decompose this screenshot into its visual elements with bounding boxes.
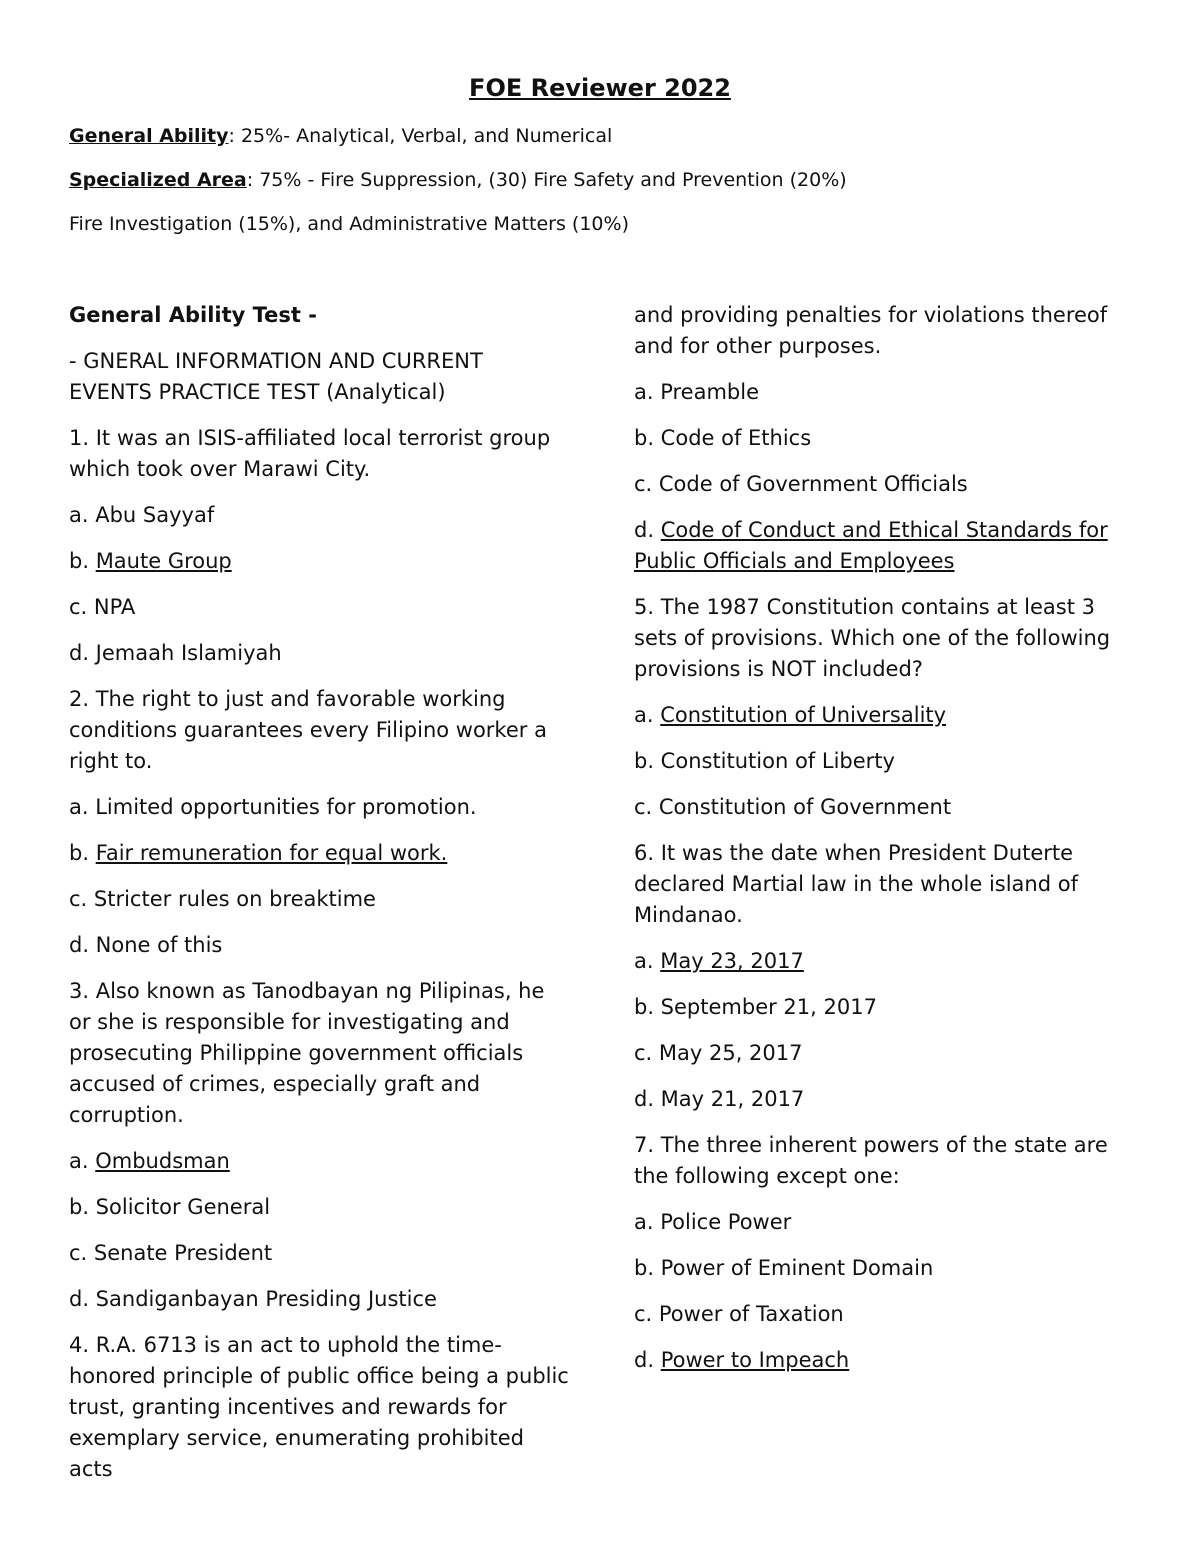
q7-answer: Power to Impeach [660,1348,850,1372]
q6-option-a [634,946,1134,977]
question-2-stem: right to. [69,749,153,773]
question-4-stem-continued: and for other purposes. [634,334,882,358]
question-6-stem: 6. It was the date when President Duterte [634,841,1074,865]
option-prefix: b. [69,549,96,573]
q3-option-a [69,1146,569,1177]
q4-option-d-continued [634,546,1134,577]
q1-option-b [69,546,569,577]
header-line-3: Fire Investigation (15%), and Administrative Matters (10%) [69,213,629,235]
q5-option-b: b. Constitution of Liberty [634,749,895,773]
question-4-stem: exemplary service, enumerating prohibited acts [69,1426,524,1481]
q4-option-a: a. Preamble [634,380,760,404]
question-5-stem: provisions is NOT included? [634,657,923,681]
q4-option-c: c. Code of Government Officials [634,472,968,496]
page-title: FOE Reviewer 2022 [469,74,731,102]
question-1-stem: 1. It was an ISIS-affiliated local terrorist group [69,426,551,450]
question-3-stem: or she is responsible for investigating and [69,1010,510,1034]
general-ability-label: General Ability [69,125,229,147]
question-3-stem: corruption. [69,1103,184,1127]
q1-option-a: a. Abu Sayyaf [69,503,215,527]
question-3-stem: 3. Also known as Tanodbayan ng Pilipinas, he [69,979,545,1003]
section-subtitle-line: - GNERAL INFORMATION AND CURRENT [69,349,483,373]
q2-answer: Fair remuneration for equal work. [95,841,448,865]
section-subtitle-line: EVENTS PRACTICE TEST (Analytical) [69,380,446,404]
question-4-stem: honored principle of public office being a public [69,1364,569,1388]
right-column [634,300,1134,1391]
question-2-stem: conditions guarantees every Filipino worker a [69,718,547,742]
q5-option-c: c. Constitution of Government [634,795,952,819]
left-column [69,300,569,1485]
option-prefix: b. [69,841,96,865]
question-7-stem: the following except one: [634,1164,900,1188]
q3-option-b: b. Solicitor General [69,1195,271,1219]
option-prefix: d. [634,1348,661,1372]
q1-option-d: d. Jemaah Islamiyah [69,641,282,665]
question-1-stem: which took over Marawi City. [69,457,371,481]
q4-answer: Public Officials and Employees [634,549,955,573]
general-ability-line [69,124,612,148]
q7-option-d [634,1345,1134,1376]
q1-answer: Maute Group [95,549,232,573]
option-prefix: d. [634,518,661,542]
section-title: General Ability Test - [69,303,317,327]
q7-option-b: b. Power of Eminent Domain [634,1256,934,1280]
question-4-stem: trust, granting incentives and rewards for [69,1395,507,1419]
q3-answer: Ombudsman [95,1149,230,1173]
q6-option-c: c. May 25, 2017 [634,1041,803,1065]
q4-option-d [634,515,1134,546]
question-6-stem: declared Martial law in the whole island of [634,872,1078,896]
q6-option-b: b. September 21, 2017 [634,995,877,1019]
q5-option-a [634,700,1134,731]
general-ability-text: : 25%- Analytical, Verbal, and Numerical [228,125,613,147]
option-prefix: a. [69,1149,96,1173]
q6-answer: May 23, 2017 [660,949,804,973]
q1-option-c: c. NPA [69,595,136,619]
specialized-area-label: Specialized Area [69,169,247,191]
q6-option-d: d. May 21, 2017 [634,1087,805,1111]
question-7-stem: 7. The three inherent powers of the state are [634,1133,1108,1157]
specialized-area-text: : 75% - Fire Suppression, (30) Fire Safety and Prevention (20%) [246,169,847,191]
question-6-stem: Mindanao. [634,903,743,927]
question-4-stem: 4. R.A. 6713 is an act to uphold the time- [69,1333,502,1357]
q2-option-c: c. Stricter rules on breaktime [69,887,376,911]
q4-option-b: b. Code of Ethics [634,426,812,450]
question-3-stem: prosecuting Philippine government officials [69,1041,524,1065]
q2-option-b [69,838,569,869]
q2-option-a: a. Limited opportunities for promotion. [69,795,477,819]
question-5-stem: 5. The 1987 Constitution contains at least 3 [634,595,1096,619]
option-prefix: a. [634,949,661,973]
question-4-stem-continued: and providing penalties for violations thereof [634,303,1108,327]
option-prefix: a. [634,703,661,727]
q4-answer: Code of Conduct and Ethical Standards for [660,518,1108,542]
q7-option-c: c. Power of Taxation [634,1302,844,1326]
specialized-area-line [69,168,847,192]
q3-option-d: d. Sandiganbayan Presiding Justice [69,1287,437,1311]
question-5-stem: sets of provisions. Which one of the following [634,626,1111,650]
question-3-stem: accused of crimes, especially graft and [69,1072,481,1096]
q7-option-a: a. Police Power [634,1210,792,1234]
q3-option-c: c. Senate President [69,1241,273,1265]
q2-option-d: d. None of this [69,933,223,957]
question-2-stem: 2. The right to just and favorable working [69,687,506,711]
q5-answer: Constitution of Universality [660,703,947,727]
